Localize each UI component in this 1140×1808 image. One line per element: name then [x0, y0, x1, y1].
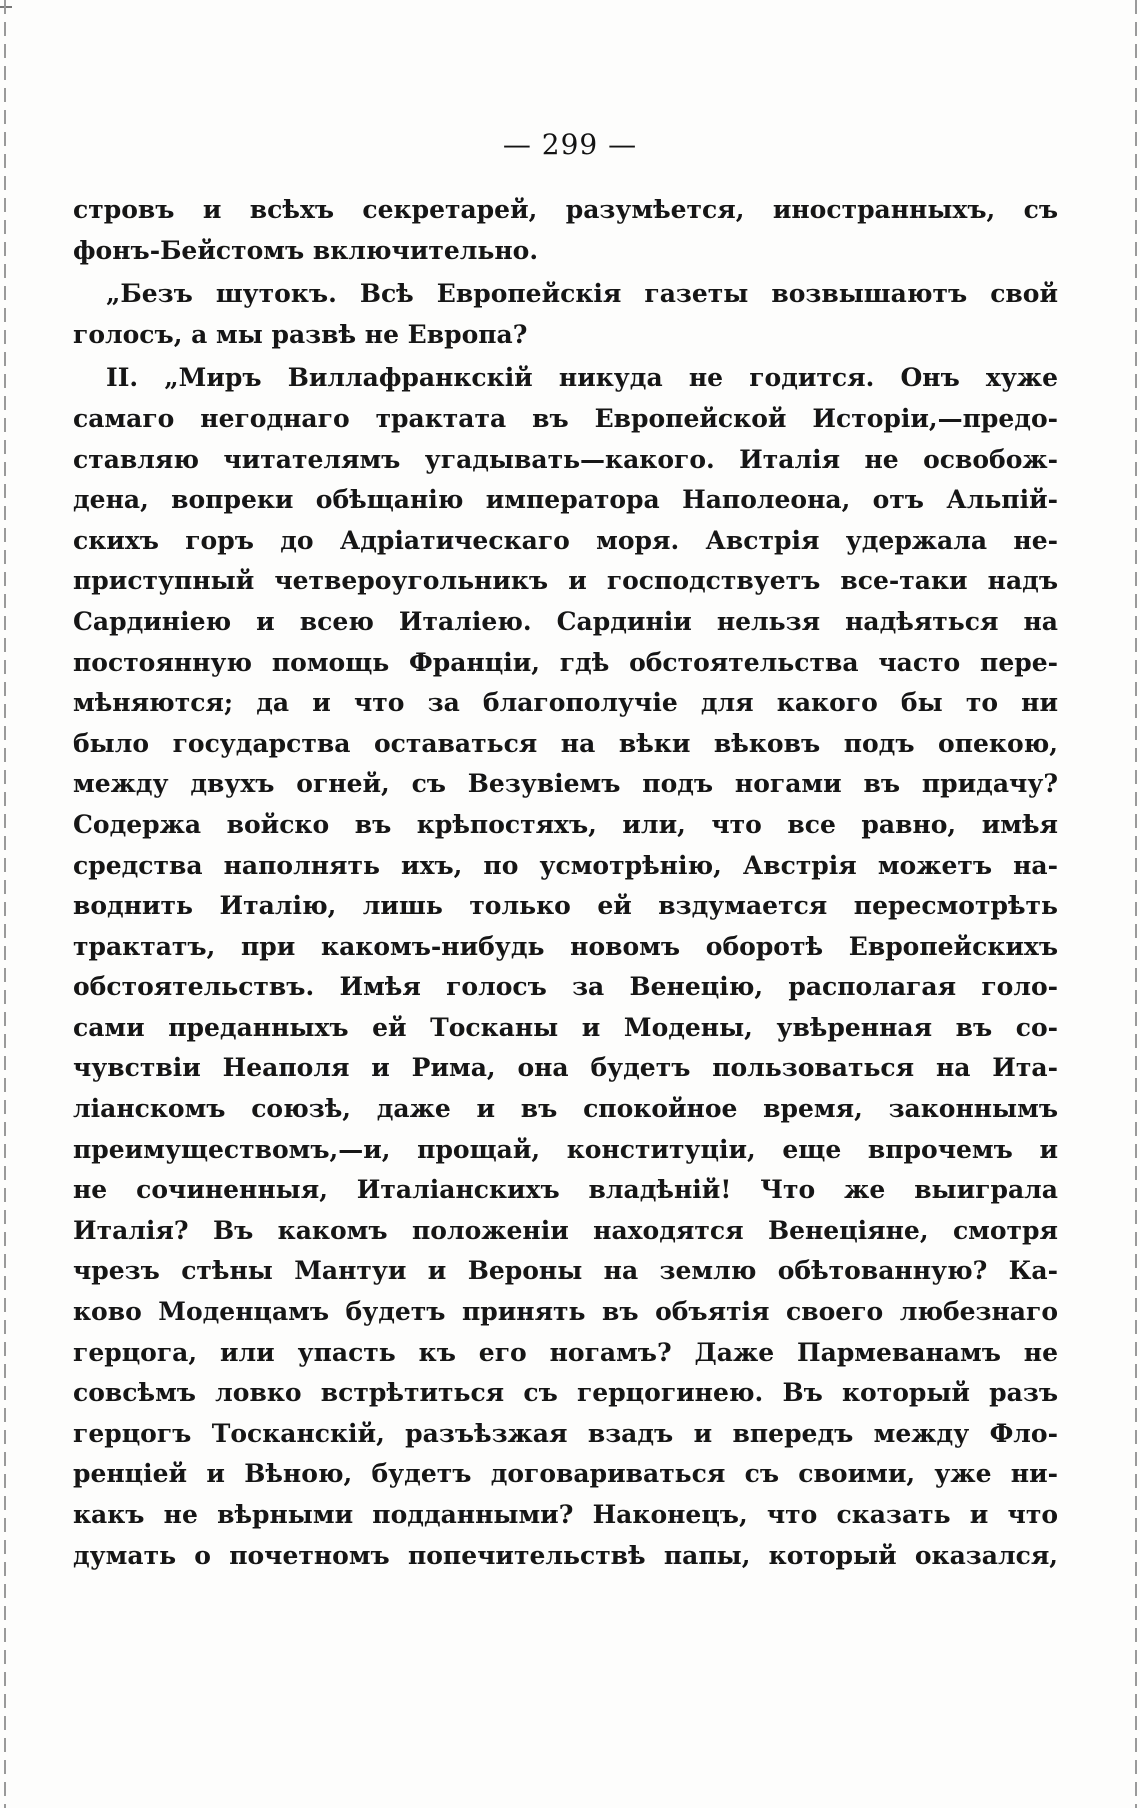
text-line: совсѣмъ ловко встрѣтиться съ герцогинею. Въ который разъ [73, 1378, 1058, 1408]
text-line: воднить Италію, лишь только ей вздумается пересмотрѣть [73, 891, 1058, 921]
text-line: фонъ-Бейстомъ включительно. [73, 235, 539, 265]
text-line: думать о почетномъ попечительствѣ папы, который оказался, [73, 1540, 1058, 1570]
text-line: чрезъ стѣны Мантуи и Вероны на землю обѣтованную? Ка- [73, 1256, 1058, 1286]
text-line: стровъ и всѣхъ секретарей, разумѣется, иностранныхъ, съ [73, 195, 1058, 224]
text-line: ставляю читателямъ угадывать—какого. Италія не освобож- [73, 444, 1058, 474]
text-line: какъ не вѣрными подданными? Наконецъ, что сказать и что [73, 1500, 1058, 1529]
text-line: „Безъ шутокъ. Всѣ Европейскія газеты возвышаютъ свой [106, 279, 1058, 309]
text-line: трактатъ, при какомъ-нибудь новомъ оборотѣ Европейскихъ [73, 931, 1058, 961]
page-number: — 299 — [502, 128, 638, 161]
text-line: ренціей и Вѣною, будетъ договариваться съ своими, уже ни- [73, 1459, 1058, 1489]
text-line: герцога, или упасть къ его ногамъ? Даже Пармеванамъ не [73, 1337, 1058, 1367]
text-line: постоянную помощь Франціи, гдѣ обстоятельства часто пере- [73, 647, 1058, 677]
text-line: герцогъ Тосканскій, разъѣзжая взадъ и впередъ между Фло- [73, 1418, 1058, 1448]
text-line: обстоятельствъ. Имѣя голосъ за Венецію, располагая голо- [73, 972, 1058, 1002]
text-line: ліанскомъ союзѣ, даже и въ спокойное время, законнымъ [73, 1094, 1058, 1124]
text-line: Италія? Въ какомъ положеніи находятся Венеціяне, смотря [73, 1215, 1058, 1245]
text-line: II. „Миръ Виллафранкскій никуда не годится. Онъ хуже [106, 363, 1058, 393]
text-line: сами преданныхъ ей Тосканы и Модены, увѣренная въ со- [73, 1012, 1058, 1042]
body-text [73, 190, 1058, 1576]
text-line: ково Моденцамъ будетъ принять въ объятія своего любезнаго [73, 1297, 1058, 1327]
text-line: самаго негоднаго трактата въ Европейской Исторіи,—предо- [73, 403, 1058, 433]
scan-left-edge [4, 0, 6, 1808]
text-line: было государства оставаться на вѣки вѣковъ подъ опекою, [73, 728, 1058, 758]
text-line: приступный четвероугольникъ и господствуетъ все-таки надъ [73, 566, 1058, 596]
text-line: чувствіи Неаполя и Рима, она будетъ пользоваться на Ита- [73, 1053, 1058, 1083]
text-line: скихъ горъ до Адріатическаго моря. Австрія удержала не- [73, 525, 1058, 555]
scan-right-edge [1135, 0, 1137, 1808]
text-line: средства наполнять ихъ, по усмотрѣнію, Австрія можетъ на- [73, 850, 1058, 880]
text-line: дена, вопреки обѣщанію императора Наполеона, отъ Альпій- [73, 485, 1058, 515]
text-line: не сочиненныя, Италіанскихъ владѣній! Что же выиграла [73, 1175, 1058, 1205]
text-line: Сардиніею и всею Италіею. Сардиніи нельзя надѣяться на [73, 606, 1058, 636]
scan-corner-mark [0, 6, 12, 8]
text-line: мѣняются; да и что за благополучіе для какого бы то ни [73, 688, 1058, 718]
text-line: Содержа войско въ крѣпостяхъ, или, что все равно, имѣя [73, 809, 1058, 839]
text-line: преимуществомъ,—и, прощай, конституціи, еще впрочемъ и [73, 1134, 1058, 1164]
text-line: голосъ, а мы развѣ не Европа? [73, 319, 528, 349]
text-line: между двухъ огней, съ Везувіемъ подъ ногами въ придачу? [73, 769, 1058, 799]
